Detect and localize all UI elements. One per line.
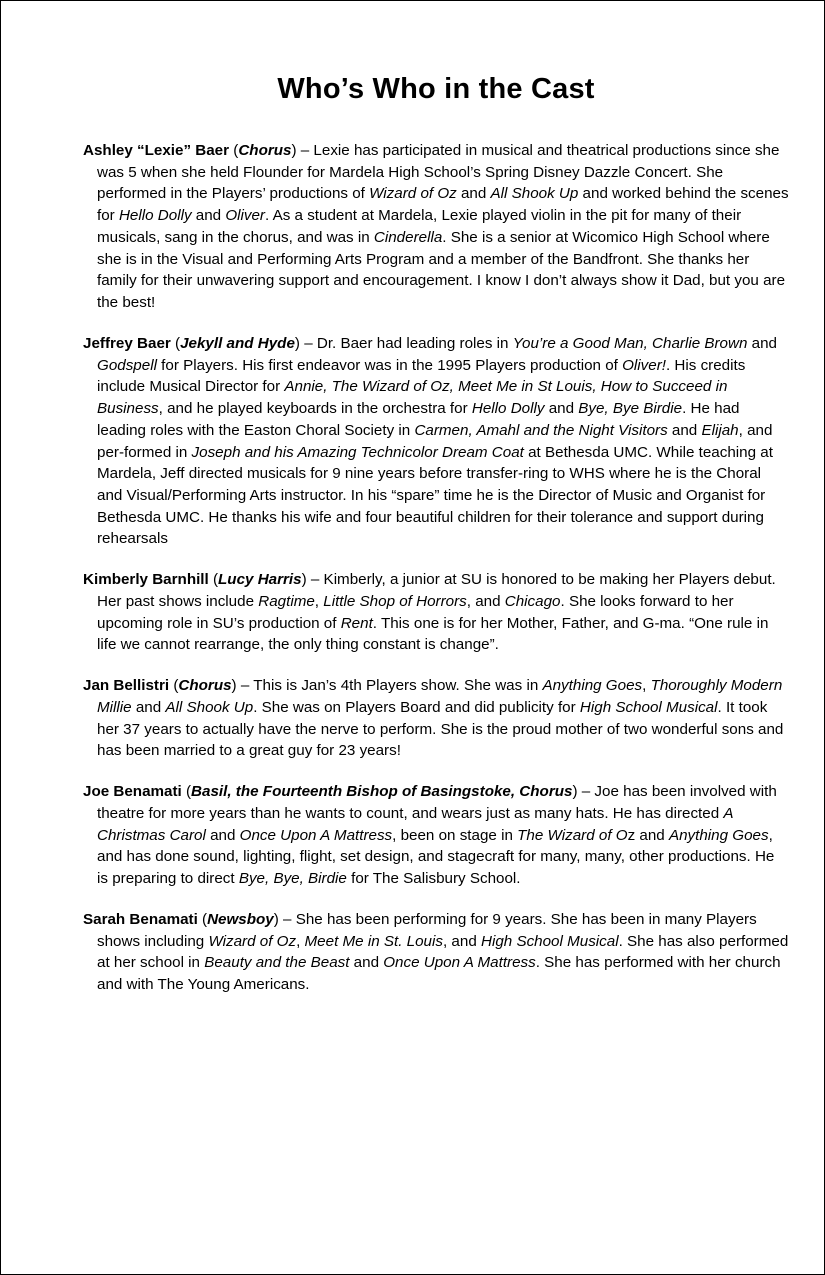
cast-member-name: Jan Bellistri bbox=[83, 677, 170, 695]
paren-open: ( bbox=[208, 571, 219, 589]
paren-close: ) bbox=[301, 571, 307, 589]
paren-open: ( bbox=[181, 783, 192, 801]
paren-close: ) bbox=[294, 334, 300, 352]
paren-open: ( bbox=[169, 677, 179, 695]
cast-member-name: Sarah Benamati bbox=[83, 910, 198, 928]
paren-close: ) bbox=[231, 677, 237, 695]
paren-open: ( bbox=[197, 910, 208, 928]
cast-member-bio: – Dr. Baer had leading roles in You’re a Good Man, Charlie Brown and Godspell for Players. His first endeavor was in the 1995 Players production of Oliver!. His credits include Musical Director for Annie, The Wizard of Oz, Meet Me in St Louis, How to Succeed in Business, and he played keyboards in the orchestra for Hello Dolly and Bye, Bye Birdie. He had leading roles with the Easton Choral Society in Carmen, Amahl and the Night Visitors and Elijah, and per-formed in Joseph and his Amazing Technicolor Dream Coat at Bethesda UMC. While teaching at Mardela, Jeff directed musicals for 9 nine years before transfer-ring to WHS where he is the Choral and Visual/Performing Arts instructor. In his “spare” time he is the Director of Music and Organist for Bethesda UMC. He thanks his wife and four beautiful children for their tolerance and support during rehearsals bbox=[97, 334, 777, 548]
cast-member-name: Ashley “Lexie” Baer bbox=[83, 142, 230, 159]
page-title: Who’s Who in the Cast bbox=[277, 73, 595, 105]
paren-close: ) bbox=[291, 142, 297, 159]
cast-bio-entry bbox=[83, 909, 789, 996]
paren-close: ) bbox=[273, 910, 279, 928]
cast-member-name: Jeffrey Baer bbox=[83, 334, 171, 352]
paren-close: ) bbox=[572, 783, 578, 801]
cast-bio-entry bbox=[83, 781, 789, 890]
cast-member-role: Jekyll and Hyde bbox=[180, 334, 295, 352]
cast-member-name: Kimberly Barnhill bbox=[83, 571, 209, 589]
cast-member-bio: – Joe has been involved with theatre for more years than he wants to count, and wears just as many hats. He has directed A Christmas Carol and Once Upon A Mattress, been on stage in The Wizard of Oz and Anything Goes, and has done sound, lighting, flight, set design, and stagecraft for many, many, other productions. He is preparing to direct Bye, Bye, Birdie for The Salisbury School. bbox=[97, 783, 777, 888]
cast-bio-entry bbox=[83, 675, 789, 762]
cast-bio-entry bbox=[83, 140, 789, 314]
cast-member-role: Newsboy bbox=[207, 910, 274, 928]
paren-open: ( bbox=[229, 142, 239, 159]
cast-bio-list bbox=[83, 140, 789, 996]
cast-member-bio: – This is Jan’s 4th Players show. She was in Anything Goes, Thoroughly Modern Millie and All Shook Up. She was on Players Board and did publicity for High School Musical. It took her 37 years to actually have the nerve to perform. She is the proud mother of two wonderful sons and has been married to a great guy for 23 years! bbox=[97, 677, 784, 760]
cast-member-bio: – Kimberly, a junior at SU is honored to be making her Players debut. Her past shows include Ragtime, Little Shop of Horrors, and Chicago. She looks forward to her upcoming role in SU’s production of Rent. This one is for her Mother, Father, and G-ma. “One rule in life we cannot rearrange, the only thing constant is change”. bbox=[97, 571, 776, 654]
cast-bio-entry bbox=[83, 333, 789, 550]
document-content bbox=[83, 73, 789, 996]
cast-bio-entry bbox=[83, 569, 789, 656]
cast-member-bio: – She has been performing for 9 years. She has been in many Players shows including Wizard of Oz, Meet Me in St. Louis, and High School Musical. She has also performed at her school in Beauty and the Beast and Once Upon A Mattress. She has performed with her church and with The Young Americans. bbox=[97, 910, 789, 993]
cast-member-role: Chorus bbox=[178, 677, 232, 695]
cast-member-role: Basil, the Fourteenth Bishop of Basingstoke, Chorus bbox=[191, 783, 573, 801]
cast-member-bio: – Lexie has participated in musical and theatrical productions since she was 5 when she held Flounder for Mardela High School’s Spring Disney Dazzle Concert. She performed in the Players’ productions of Wizard of Oz and All Shook Up and worked behind the scenes for Hello Dolly and Oliver. As a student at Mardela, Lexie played violin in the pit for many of their musicals, sang in the chorus, and was in Cinderella. She is a senior at Wicomico High School where she is in the Visual and Performing Arts Program and a member of the Bandfront. She thanks her family for their unwavering support and encouragement. I know I don’t always show it Dad, but you are the best! bbox=[97, 142, 789, 312]
paren-open: ( bbox=[170, 334, 181, 352]
cast-member-role: Lucy Harris bbox=[218, 571, 302, 589]
cast-member-role: Chorus bbox=[238, 142, 292, 159]
cast-member-name: Joe Benamati bbox=[83, 783, 182, 801]
